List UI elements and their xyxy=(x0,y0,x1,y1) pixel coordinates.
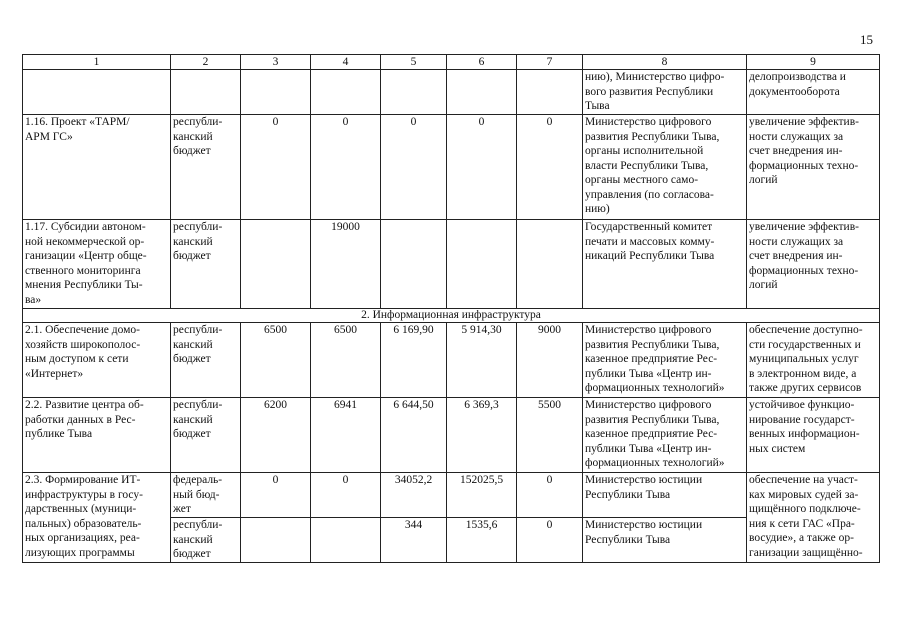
program-table xyxy=(22,54,880,563)
executor-cell: Министерство юстиции Республики Тыва xyxy=(585,519,703,546)
measure-cell: 2.1. Обеспечение домо- хозяйств широкополос- ным доступом к сети «Интернет» xyxy=(25,324,141,380)
budget-cell: республи- канский бюджет xyxy=(173,399,223,440)
value-cell xyxy=(381,220,447,309)
value-cell: 5 914,30 xyxy=(447,323,517,398)
table-row xyxy=(23,115,880,220)
value-cell xyxy=(311,518,381,563)
value-cell xyxy=(517,220,583,309)
result-cell: обеспечение доступно- сти государственных и муниципальных услуг в электронном виде, а также других сервисов xyxy=(749,324,863,394)
measure-cell: 1.16. Проект «ТАРМ/ АРМ ГС» xyxy=(25,116,130,143)
value-cell: 9000 xyxy=(517,323,583,398)
value-cell: 0 xyxy=(311,115,381,220)
value-cell: 6500 xyxy=(241,323,311,398)
table-row xyxy=(23,220,880,309)
header-cell: 1 xyxy=(23,55,171,70)
table-row xyxy=(23,70,880,115)
value-cell: 6200 xyxy=(241,398,311,473)
header-cell: 6 xyxy=(447,55,517,70)
page-number: 15 xyxy=(860,32,873,47)
result-cell: делопроизводства и документооборота xyxy=(749,71,846,98)
value-cell: 6941 xyxy=(311,398,381,473)
budget-cell: республи- канский бюджет xyxy=(173,519,223,560)
value-cell: 344 xyxy=(381,518,447,563)
value-cell: 6500 xyxy=(311,323,381,398)
value-cell: 6 369,3 xyxy=(447,398,517,473)
value-cell: 0 xyxy=(241,115,311,220)
measure-cell: 2.2. Развитие центра об- работки данных в Рес- публике Тыва xyxy=(25,399,144,440)
measure-cell: 2.3. Формирование ИТ- инфраструктуры в госу- дарственных (муници- пальных) образователь- ных организациях, реа- лизующих программы xyxy=(25,474,143,559)
result-cell: увеличение эффектив- ности служащих за счет внедрения ин- формационных техно- логий xyxy=(749,116,859,186)
value-cell: 0 xyxy=(517,115,583,220)
value-cell xyxy=(241,220,311,309)
header-cell: 8 xyxy=(583,55,747,70)
value-cell: 34052,2 xyxy=(381,473,447,518)
executor-cell: Министерство юстиции Республики Тыва xyxy=(585,474,703,501)
value-cell: 6 644,50 xyxy=(381,398,447,473)
result-cell: устойчивое функцио- нирование государст- венных информацион- ных систем xyxy=(749,399,860,455)
value-cell: 0 xyxy=(311,473,381,518)
value-cell xyxy=(241,518,311,563)
executor-cell: Государственный комитет печати и массовых комму- никаций Республики Тыва xyxy=(585,221,715,262)
header-cell: 5 xyxy=(381,55,447,70)
budget-cell: республи- канский бюджет xyxy=(173,324,223,365)
value-cell: 0 xyxy=(447,115,517,220)
header-cell: 9 xyxy=(747,55,880,70)
value-cell: 152025,5 xyxy=(447,473,517,518)
executor-cell: Министерство цифрового развития Республики Тыва, казенное предприятие Рес- публики Тыва «Центр ин- формационных технологий» xyxy=(585,324,725,394)
section-title: 2. Информационная инфраструктура xyxy=(23,309,880,323)
header-cell: 2 xyxy=(171,55,241,70)
executor-cell: нию), Министерство цифро- вого развития Республики Тыва xyxy=(585,71,725,112)
budget-cell: федераль- ный бюд- жет xyxy=(173,474,223,515)
value-cell: 0 xyxy=(517,473,583,518)
executor-cell: Министерство цифрового развития Республики Тыва, органы исполнительной власти Республики Тыва, органы местного само- управления (по согласова- нию) xyxy=(585,116,720,215)
value-cell: 19000 xyxy=(311,220,381,309)
table-row xyxy=(23,473,880,518)
header-cell: 7 xyxy=(517,55,583,70)
value-cell: 0 xyxy=(517,518,583,563)
value-cell: 1535,6 xyxy=(447,518,517,563)
value-cell: 5500 xyxy=(517,398,583,473)
value-cell: 6 169,90 xyxy=(381,323,447,398)
measure-cell: 1.17. Субсидии автоном- ной некоммерческой ор- ганизации «Центр обще- ственного мониторинга мнения Республики Ты- ва» xyxy=(25,221,147,306)
section-row xyxy=(23,309,880,323)
value-cell: 0 xyxy=(381,115,447,220)
header-row xyxy=(23,55,880,70)
executor-cell: Министерство цифрового развития Республики Тыва, казенное предприятие Рес- публики Тыва «Центр ин- формационных технологий» xyxy=(585,399,725,469)
budget-cell: республи- канский бюджет xyxy=(173,116,223,157)
table-row xyxy=(23,398,880,473)
result-cell: увеличение эффектив- ности служащих за счет внедрения ин- формационных техно- логий xyxy=(749,221,859,291)
header-cell: 3 xyxy=(241,55,311,70)
header-cell: 4 xyxy=(311,55,381,70)
result-cell: обеспечение на участ- ках мировых судей за- щищённого подключе- ния к сети ГАС «Пра- восудие», а также ор- ганизации защищённо- xyxy=(749,474,863,559)
table-row xyxy=(23,323,880,398)
budget-cell: республи- канский бюджет xyxy=(173,221,223,262)
value-cell: 0 xyxy=(241,473,311,518)
value-cell xyxy=(447,220,517,309)
